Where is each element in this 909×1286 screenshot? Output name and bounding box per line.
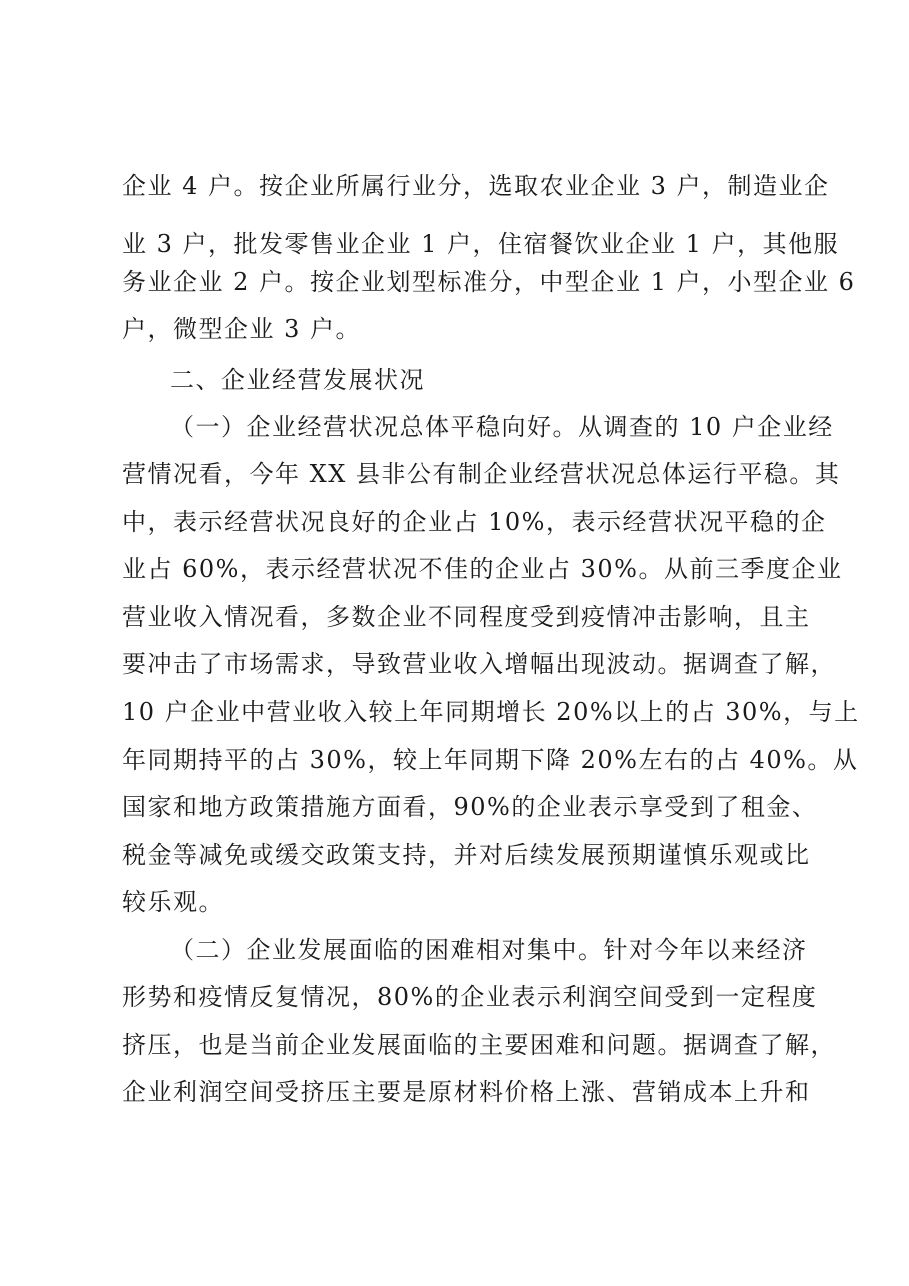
body-text-line: 中，表示经营状况良好的企业占 10%，表示经营状况平稳的企: [122, 508, 827, 536]
body-text-line: 户，微型企业 3 户。: [122, 315, 362, 343]
body-text-line: 税金等减免或缓交政策支持，并对后续发展预期谨慎乐观或比: [122, 841, 811, 869]
paragraph-first-line: （二）企业发展面临的困难相对集中。针对今年以来经济: [170, 936, 808, 964]
body-text-line: 务业企业 2 户。按企业划型标准分，中型企业 1 户，小型企业 6: [122, 268, 856, 296]
body-text-line: 年同期持平的占 30%，较上年同期下降 20%左右的占 40%。从: [122, 746, 859, 774]
body-text-line: 业 3 户，批发零售业企业 1 户，住宿餐饮业企业 1 户，其他服: [122, 230, 840, 258]
body-text-line: 国家和地方政策措施方面看，90%的企业表示享受到了租金、: [122, 793, 818, 821]
body-text-line: 10 户企业中营业收入较上年同期增长 20%以上的占 30%，与上: [122, 698, 860, 726]
body-text-line: 企业利润空间受挤压主要是原材料价格上涨、营销成本上升和: [122, 1078, 811, 1106]
body-text-line: 营业收入情况看，多数企业不同程度受到疫情冲击影响，且主: [122, 603, 811, 631]
section-heading: 二、企业经营发展状况: [170, 366, 425, 394]
body-text-line: 企业 4 户。按企业所属行业分，选取农业企业 3 户，制造业企: [122, 172, 830, 200]
body-text-line: 业占 60%，表示经营状况不佳的企业占 30%。从前三季度企业: [122, 555, 843, 583]
paragraph-first-line: （一）企业经营状况总体平稳向好。从调查的 10 户企业经: [170, 413, 834, 441]
body-text-line: 较乐观。: [122, 888, 224, 916]
body-text-line: 挤压，也是当前企业发展面临的主要困难和问题。据调查了解，: [122, 1031, 836, 1059]
body-text-line: 要冲击了市场需求，导致营业收入增幅出现波动。据调查了解，: [122, 650, 836, 678]
body-text-line: 营情况看，今年 XX 县非公有制企业经营状况总体运行平稳。其: [122, 460, 841, 488]
body-text-line: 形势和疫情反复情况，80%的企业表示利润空间受到一定程度: [122, 983, 818, 1011]
